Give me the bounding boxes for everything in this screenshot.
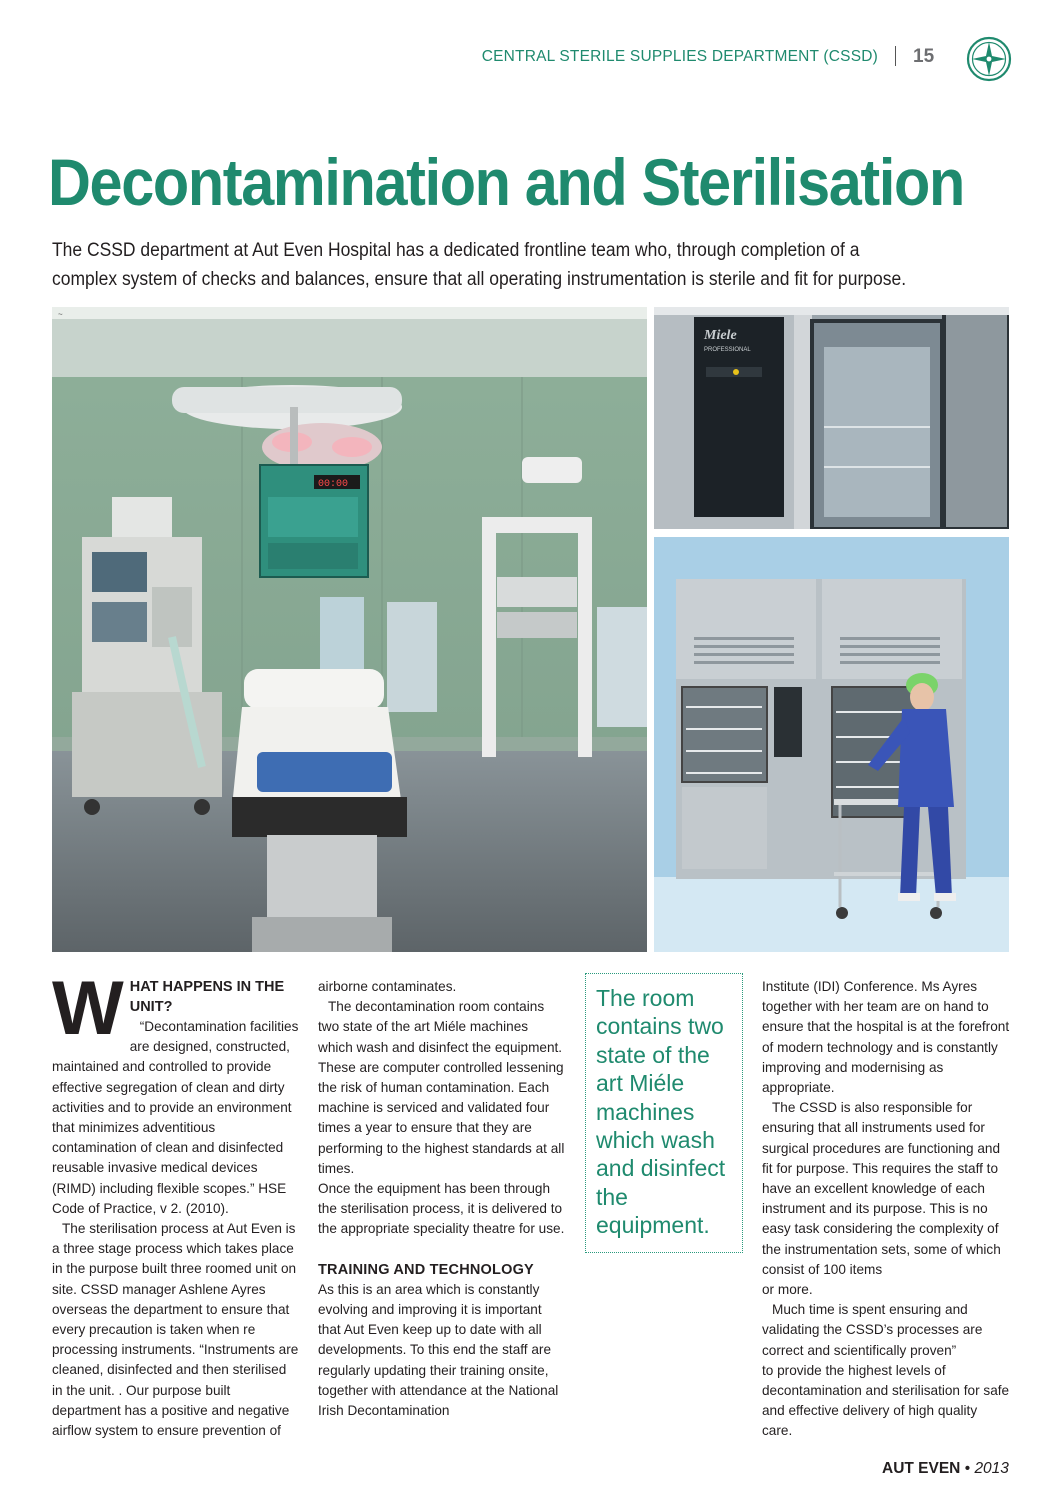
- article-column-2: [318, 977, 566, 1421]
- page-number: 15: [913, 46, 935, 67]
- footer-publication: AUT EVEN: [882, 1460, 961, 1477]
- theatre-clock: 00:00: [318, 479, 349, 490]
- drop-cap: W: [52, 966, 124, 1051]
- miele-sub-label: PROFESSIONAL: [704, 347, 751, 353]
- article-intro: The CSSD department at Aut Even Hospital has a dedicated frontline team who, through completion of a complex system of checks and balances, ensure that all operating instrumentation is sterile and fit for purpose.: [52, 240, 907, 290]
- running-header-section: CENTRAL STERILE SUPPLIES DEPARTMENT (CSSD): [481, 48, 878, 65]
- miele-brand-label: Miele: [704, 328, 737, 343]
- washer-disinfector-photo: [654, 537, 1009, 952]
- column-1-paragraph-2: The sterilisation process at Aut Even is a three stage process which takes place in the purpose built three roomed unit on site. CSSD manager Ashlene Ayres overseas the department to ensure that every precaution is taken when re processing instruments. “Instruments are cleaned, disinfected and then sterilised in the unit. . Our purpose built department has a positive and negative airflow system to ensure prevention of: [52, 1221, 299, 1439]
- lead-heading: HAT HAPPENS IN THE UNIT?: [129, 979, 285, 1015]
- pull-quote: The room contains two state of the art Miéle machines which wash and disinfect the equipment.: [585, 973, 743, 1253]
- miele-machine-doors-photo: [654, 307, 1009, 529]
- page-footer: [882, 1460, 1009, 1478]
- operating-theatre-photo: [52, 307, 647, 952]
- column-2-paragraph-3: Once the equipment has been through the sterilisation process, it is delivered to the appropriate speciality theatre for use.: [318, 1181, 565, 1237]
- column-2-paragraph-1: airborne contaminates.: [318, 979, 457, 994]
- column-4-paragraph-5: to provide the highest levels of decontamination and sterilisation for safe and effective delivery of high quality care.: [762, 1362, 1010, 1439]
- compass-star-icon: [966, 36, 1012, 82]
- footer-year: 2013: [974, 1460, 1009, 1477]
- footer-separator: •: [964, 1460, 971, 1477]
- column-2-paragraph-2: The decontamination room contains two state of the art Miéle machines which wash and disinfect the equipment. These are computer controlled lessening the risk of human contamination. Each machine is serviced and validated four times a year to ensure that they are performing to the highest standards at all times.: [318, 999, 565, 1176]
- training-subheading: TRAINING AND TECHNOLOGY: [318, 1261, 534, 1278]
- column-1-paragraph-1: “Decontamination facilities are designed, constructed, maintained and controlled to provide effective segregation of clean and dirty activities and to provide an environment that minimizes adventitious contamination of clean and disinfected reusable invasive medical devices (RIMD) including flexible scopes.” HSE Code of Practice, v 2. (2010).: [52, 1019, 299, 1216]
- svg-text:~: ~: [58, 310, 63, 319]
- column-4-paragraph-1: Institute (IDI) Conference. Ms Ayres together with her team are on hand to ensure that the hospital is at the forefront of modern technology and is constantly improving and modernising as appropriate.: [762, 979, 1010, 1096]
- article-column-4: [762, 977, 1010, 1442]
- column-4-paragraph-2: The CSSD is also responsible for ensuring that all instruments used for surgical procedures are functioning and fit for purpose. This requires the staff to have an excellent knowledge of each instrument and its purpose. This is no easy task considering the complexity of the instrumentation sets, some of which consist of 100 items: [762, 1100, 1001, 1277]
- column-2-paragraph-4: As this is an area which is constantly evolving and improving it is important that Aut Even keep up to date with all developments. To this end the staff are regularly updating their training onsite, together with attendance at the National Irish Decontamination: [318, 1281, 559, 1419]
- column-4-paragraph-4: Much time is spent ensuring and validating the CSSD’s processes are correct and scientifically proven”: [762, 1302, 983, 1358]
- article-title: Decontamination and Sterilisation: [48, 145, 964, 219]
- header-divider: [895, 46, 896, 66]
- article-column-1: [52, 966, 300, 1441]
- column-4-paragraph-3: or more.: [762, 1282, 813, 1298]
